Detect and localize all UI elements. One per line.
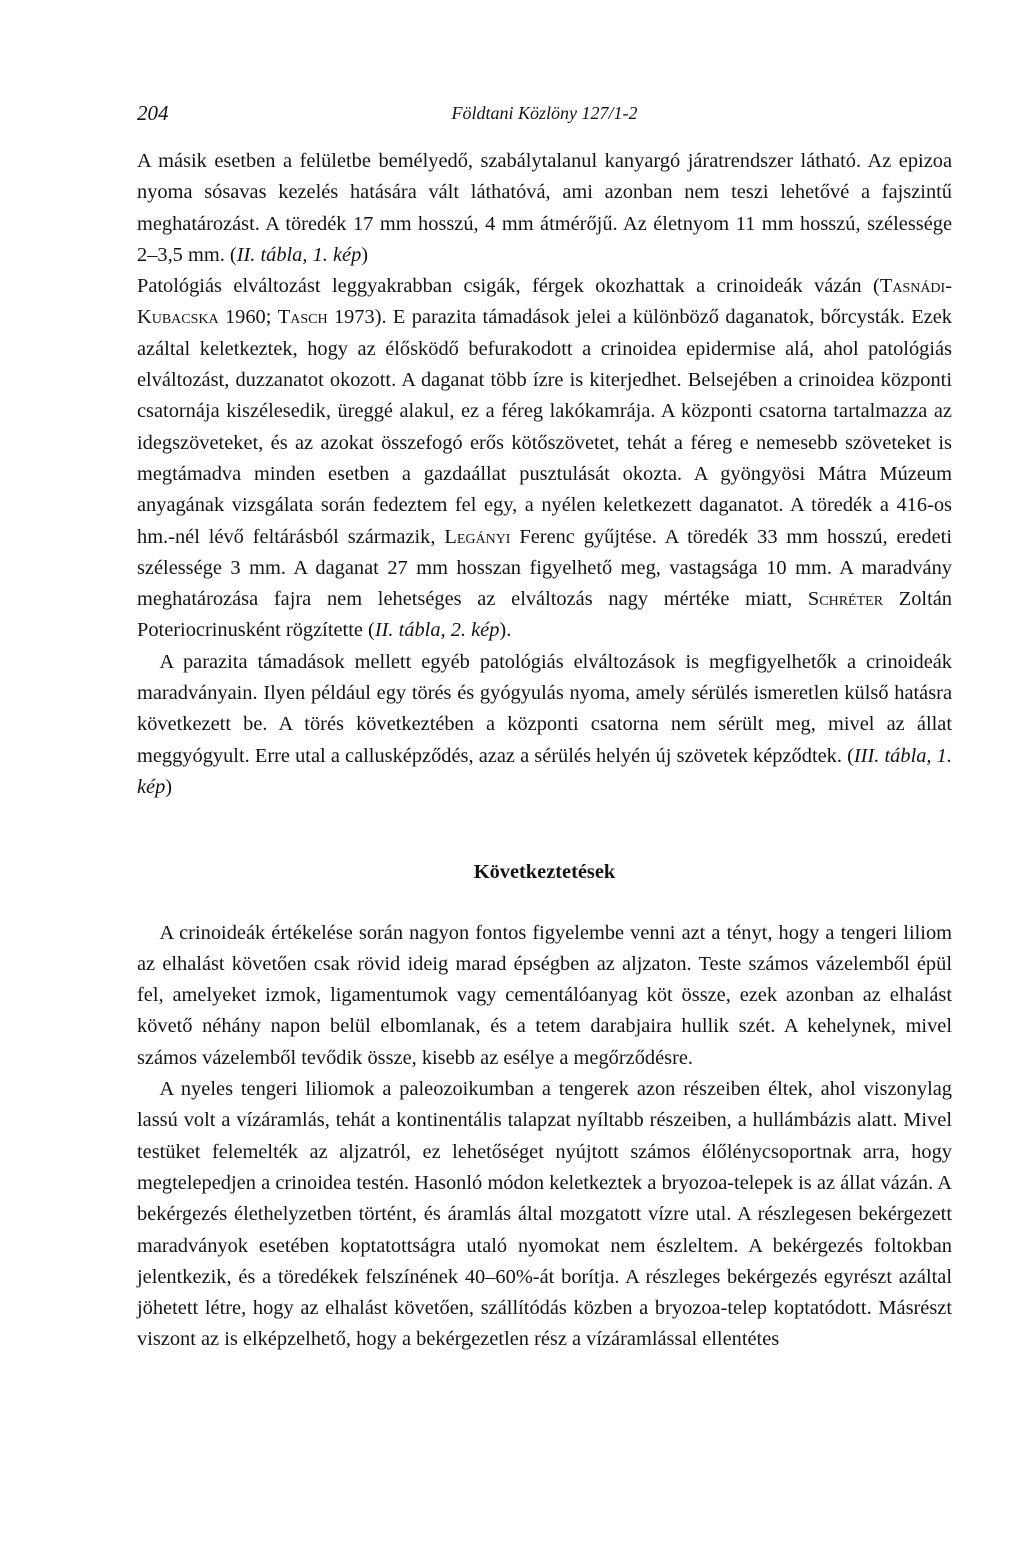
- paragraph-5: A nyeles tengeri liliomok a paleozoikumban a tengerek azon részeiben éltek, ahol viszonylag lassú volt a vízáramlás, tehát a kontinentális talapzat nyíltabb részeiben, a hullámbázis alatt. Mivel testüket felemelték az aljzatról, ez lehetőséget nyújtott számos élőlénycsoportnak arra, hogy megtelepedjen a crinoidea testén. Hasonló módon keletkeztek a bryozoa-telepek is az állat vázán. A bekérgezés élethelyzetben történt, és áramlás által mozgatott vízre utal. A részlegesen bekérgezett maradványok esetében koptatottságra utaló nyomokat nem észleltem. A bekérgezés foltokban jelentkezik, és a töredékek felszínének 40–60%-át borítja. A részleges bekérgezés egyrészt azáltal jöhetett létre, hogy az elhalást követően, szállítódás közben a bryozoa-telep koptatódott. Másrészt viszont az is elképzelhető, hogy a bekérgezetlen rész a vízáramlással ellentétes: [137, 1078, 952, 1351]
- text-run: Zoltán Poteriocrinusként rögzítette (: [137, 588, 952, 642]
- figure-reference: II. tábla, 1. kép: [236, 243, 362, 266]
- paragraph-1: [137, 146, 952, 271]
- text-run: ).: [499, 619, 512, 642]
- paragraph-2: [137, 271, 952, 647]
- author-name: Schréter: [807, 588, 884, 611]
- article-body: [137, 146, 952, 1356]
- figure-reference: III. tábla, 1. kép: [137, 744, 952, 798]
- paragraph-3: [137, 647, 952, 803]
- text-run: Patológiás elváltozást leggyakrabban csigák, férgek okozhattak a crinoideák vázán (: [137, 275, 880, 298]
- figure-reference: II. tábla, 2. kép: [374, 619, 500, 642]
- page-number: 204: [137, 101, 169, 125]
- text-run: 1973). E parazita támadások jelei a különböző daganatok, bőrcysták. Ezek azáltal keletkeztek, hogy az élősködő befurakodott a crinoidea epidermise alá, ahol patológiás elváltozást, duzzanatot okozott. A daganat több ízre is kiterjedhet. Belsejében a crinoidea központi csatornája kiszélesedik, üreggé alakul, ez a féreg lakókamrája. A központi csatorna tartalmazza az idegszöveteket, és az azokat összefogó erős kötőszövetet, tehát a féreg e nemesebb szöveteket is megtámadva minden esetben a gazdaállat pusztulását okozta. A gyöngyösi Mátra Múzeum anyagának vizsgálata során fedeztem fel egy, a nyélen keletkezett daganatot. A töredék a 416-os hm.-nél lévő feltárásból származik,: [137, 306, 952, 548]
- author-name: Tasnádi-Kubacska: [137, 275, 952, 329]
- text-run: Ferenc gyűjtése. A töredék 33 mm hosszú, eredeti szélessége 3 mm. A daganat 27 mm hosszan figyelhető meg, vastagsága 10 mm. A maradvány meghatározása fajra nem lehetséges az elváltozás nagy mértéke miatt,: [137, 525, 952, 611]
- journal-title: Földtani Közlöny 127/1-2: [451, 103, 638, 123]
- text-run: ): [165, 775, 173, 798]
- text-run: A másik esetben a felületbe bemélyedő, szabálytalanul kanyargó járatrendszer látható. Az epizoa nyoma sósavas kezelés hatására vált láthatóvá, ami azonban nem teszi lehetővé a fajszintű meghatározást. A töredék 17 mm hosszú, 4 mm átmérőjű. Az életnyom 11 mm hosszú, szélessége 2–3,5 mm. (: [137, 150, 952, 266]
- author-name: Legányi: [444, 525, 511, 548]
- text-run: A parazita támadások mellett egyéb patológiás elváltozások is megfigyelhetők a crinoideák maradványain. Ilyen például egy törés és gyógyulás nyoma, amely sérülés ismeretlen külső hatásra következett be. A törés következtében a központi csatorna nem sérült meg, mivel az állat meggyógyult. Erre utal a callusképződés, azaz a sérülés helyén új szövetek képződtek. (: [137, 650, 952, 767]
- author-name: Tasch: [277, 306, 328, 329]
- running-head: [137, 101, 952, 131]
- text-run: 1960;: [218, 306, 278, 329]
- paragraph-4: A crinoideák értékelése során nagyon fontos figyelembe venni azt a tényt, hogy a tengeri liliom az elhalást követően csak rövid ideig marad épségben az aljzaton. Teste számos vázelemből épül fel, amelyeket izmok, ligamentumok vagy cementálóanyag köt össze, ezek azonban az elhalást követő néhány napon belül elbomlanak, és a tetem darabjaira hullik szét. A kehelynek, mivel számos vázelemből tevődik össze, kisebb az esélye a megőrződésre.: [137, 921, 952, 1069]
- section-heading: Következtetések: [473, 861, 616, 884]
- text-run: ): [361, 243, 369, 266]
